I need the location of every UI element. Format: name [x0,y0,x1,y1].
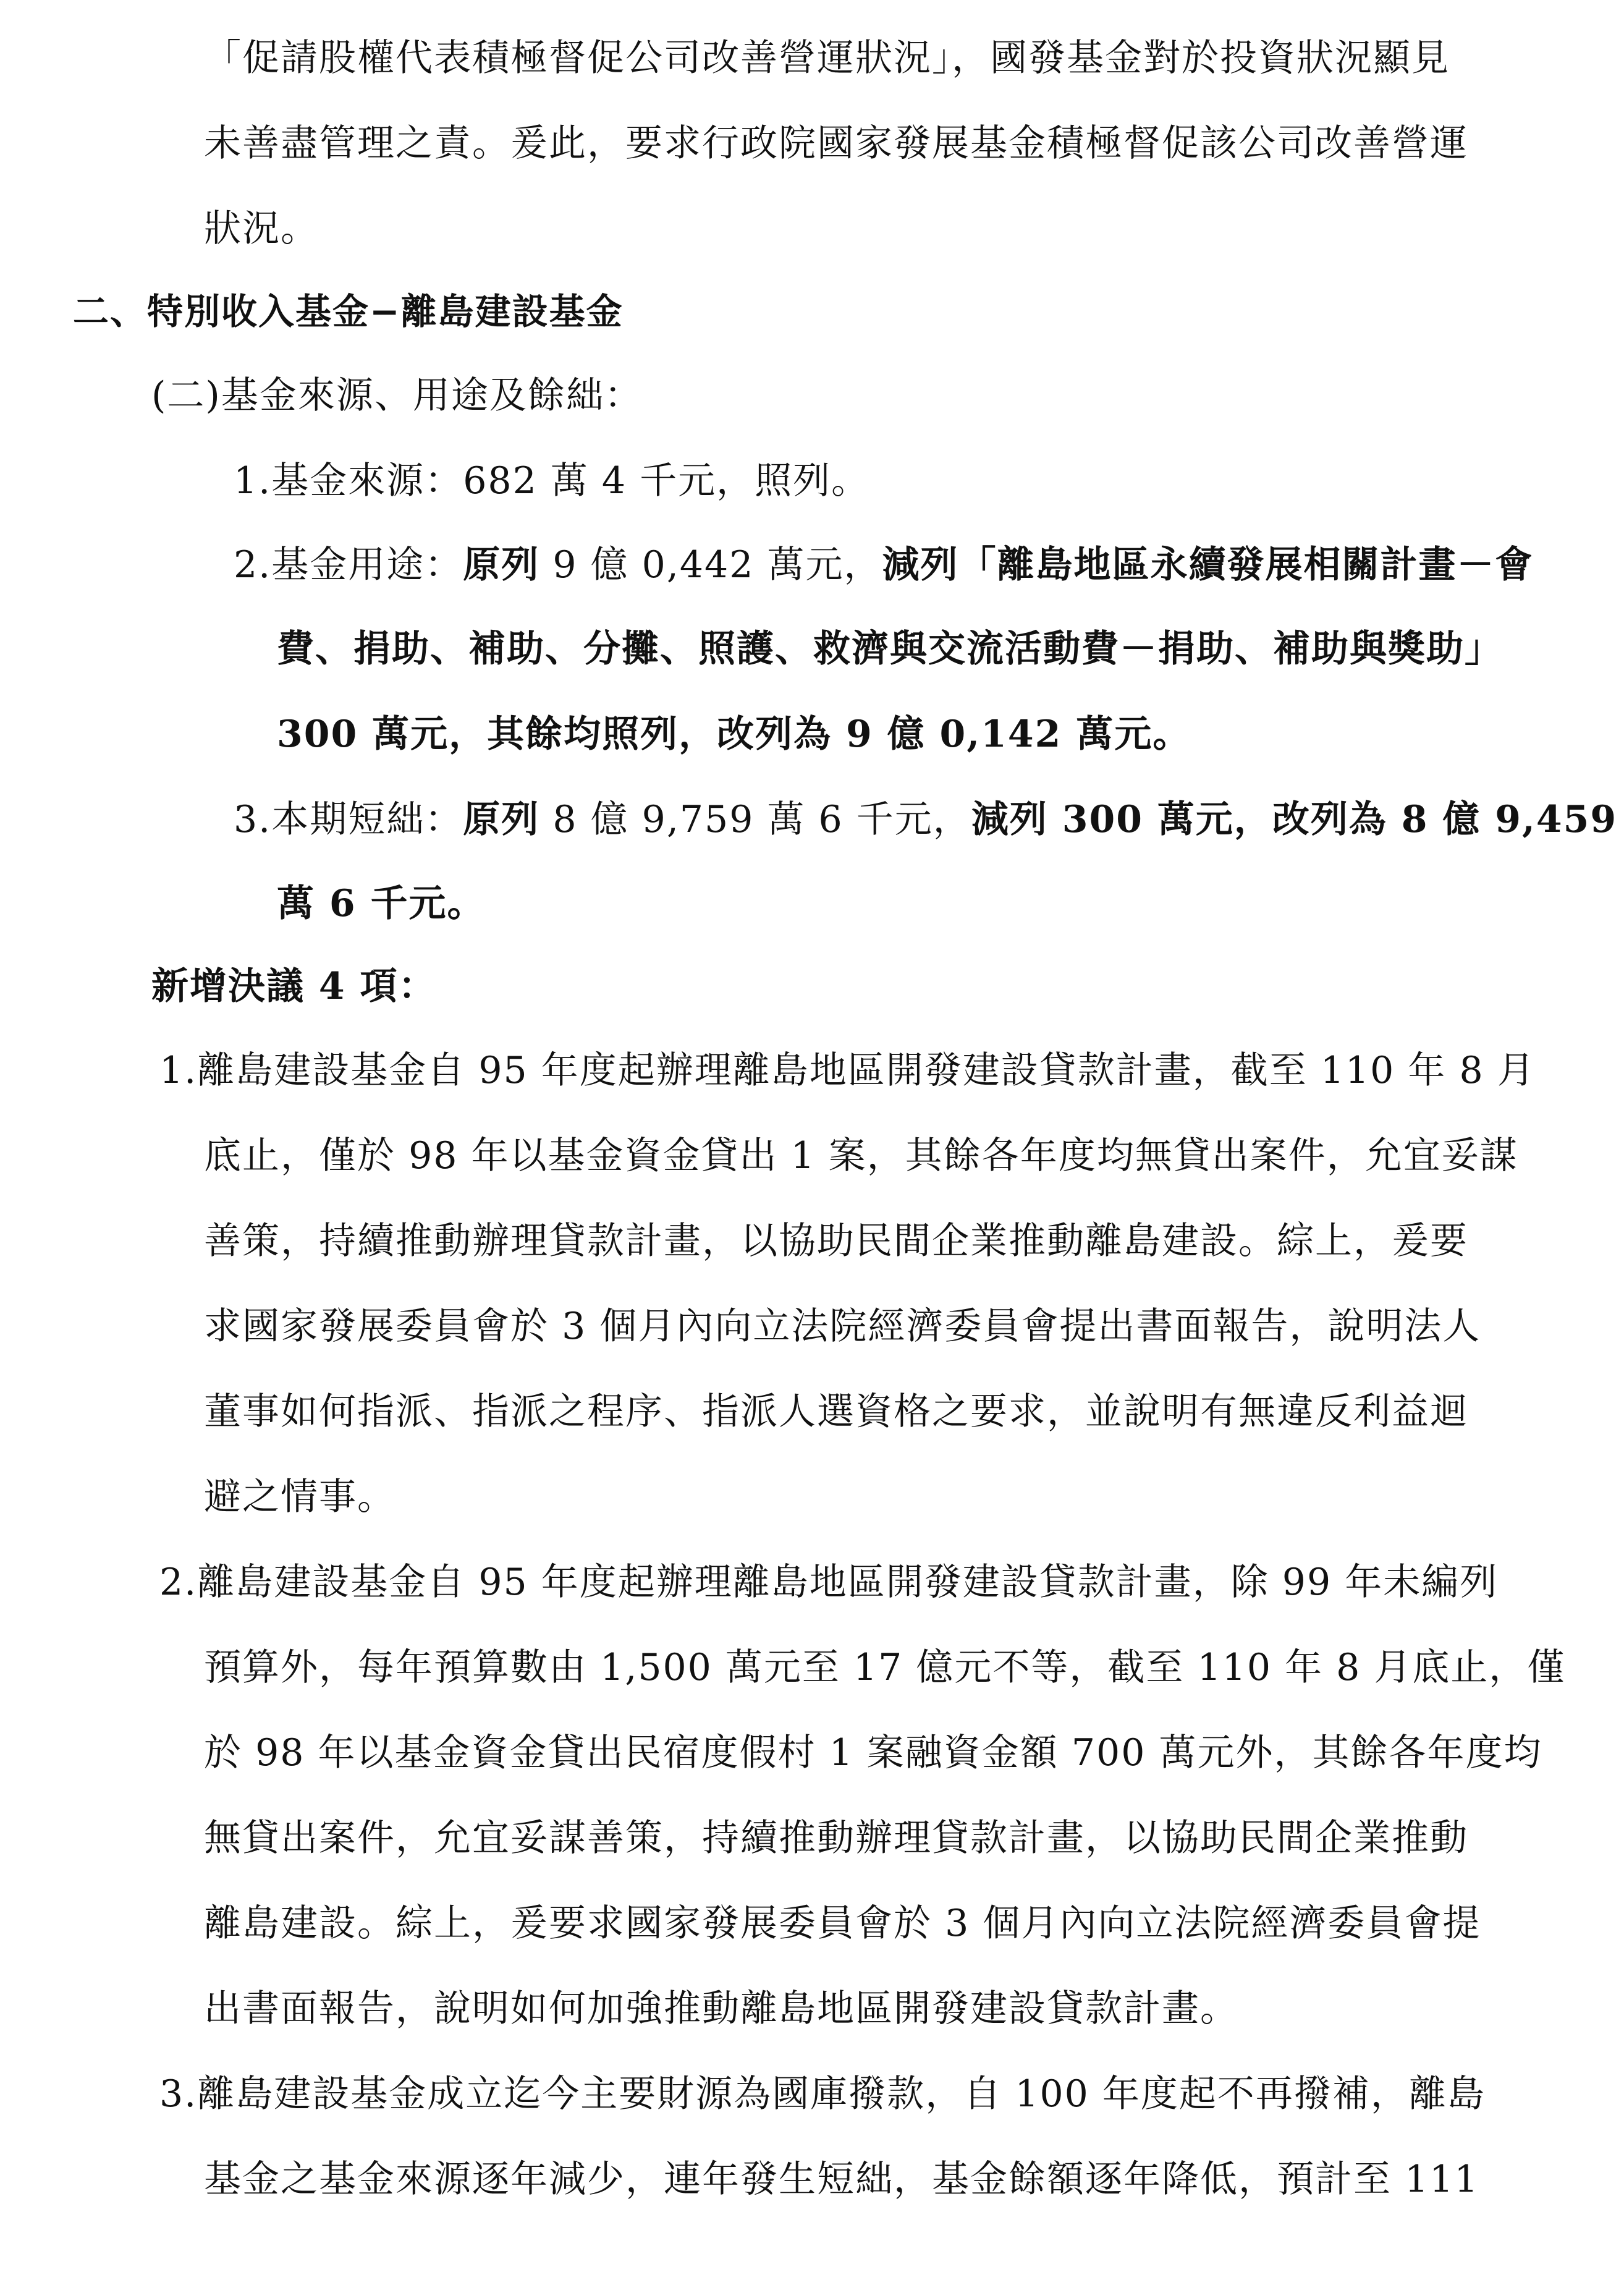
list-item-continuation: 萬 6 千元。 [277,882,486,925]
intro-line: 未善盡管理之責。爰此，要求行政院國家發展基金積極督促該公司改善營運 [204,122,1468,165]
resolution-line: 無貸出案件，允宜妥謀善策，持續推動辦理貸款計畫，以協助民間企業推動 [204,1816,1468,1860]
intro-line: 狀況。 [204,207,319,250]
list-item [234,540,1575,590]
item-label: 2.基金用途： [234,543,463,587]
item-label: 3.本期短絀： [234,798,463,841]
resolution-line: 於 98 年以基金資金貸出民宿度假村 1 案融資金額 700 萬元外，其餘各年度均 [204,1731,1542,1774]
original-amount: 8 億 9,759 萬 6 千元， [539,798,971,841]
resolutions-heading: 新增決議 4 項： [151,965,437,1008]
resolution-line: 董事如何指派、指派之程序、指派人選資格之要求，並說明有無違反利益迴 [204,1390,1468,1433]
original-amount: 9 億 0,442 萬元， [539,543,882,587]
resolution-line: 求國家發展委員會於 3 個月內向立法院經濟委員會提出書面報告，說明法人 [204,1305,1481,1348]
original-amount-label: 原列 [463,543,540,587]
resolution-line: 基金之基金來源逐年減少，連年發生短絀，基金餘額逐年降低，預計至 111 [204,2158,1479,2201]
resolution-line: 出書面報告，說明如何加強推動離島地區開發建設貸款計畫。 [204,1987,1238,2030]
resolution-line: 3.離島建設基金成立迄今主要財源為國庫撥款，自 100 年度起不再撥補，離島 [159,2072,1486,2116]
resolution-line: 預算外，每年預算數由 1,500 萬元至 17 億元不等，截至 110 年 8 月底止，僅 [204,1646,1566,1689]
list-item-continuation: 費、捐助、補助、分攤、照護、救濟與交流活動費－捐助、補助與獎助」 [277,627,1503,671]
resolution-line: 1.離島建設基金自 95 年度起辦理離島地區開發建設貸款計畫，截至 110 年 8 月 [159,1049,1536,1092]
resolution-line: 底止，僅於 98 年以基金資金貸出 1 案，其餘各年度均無貸出案件，允宜妥謀 [204,1134,1518,1177]
list-item [234,795,1618,844]
resolution-line: 2.離島建設基金自 95 年度起辦理離島地區開發建設貸款計畫，除 99 年未編列 [159,1561,1499,1604]
resolution-line: 離島建設。綜上，爰要求國家發展委員會於 3 個月內向立法院經濟委員會提 [204,1902,1481,1945]
original-amount-label: 原列 [463,798,540,841]
resolution-line: 避之情事。 [204,1475,395,1519]
reduction-text: 減列 300 萬元，改列為 8 億 9,459 [971,798,1618,841]
section-heading: 二、特別收入基金−離島建設基金 [73,290,624,333]
resolution-line: 善策，持續推動辦理貸款計畫，以協助民間企業推動離島建設。綜上，爰要 [204,1219,1468,1263]
sub-heading: (二)基金來源、用途及餘絀： [151,374,643,417]
list-item: 1.基金來源：682 萬 4 千元，照列。 [234,459,870,502]
list-item-continuation: 300 萬元，其餘均照列，改列為 9 億 0,142 萬元。 [277,713,1191,756]
intro-line: 「促請股權代表積極督促公司改善營運狀況」，國發基金對於投資狀況顯見 [204,36,1450,80]
reduction-text: 減列「離島地區永續發展相關計畫－會 [882,543,1534,587]
